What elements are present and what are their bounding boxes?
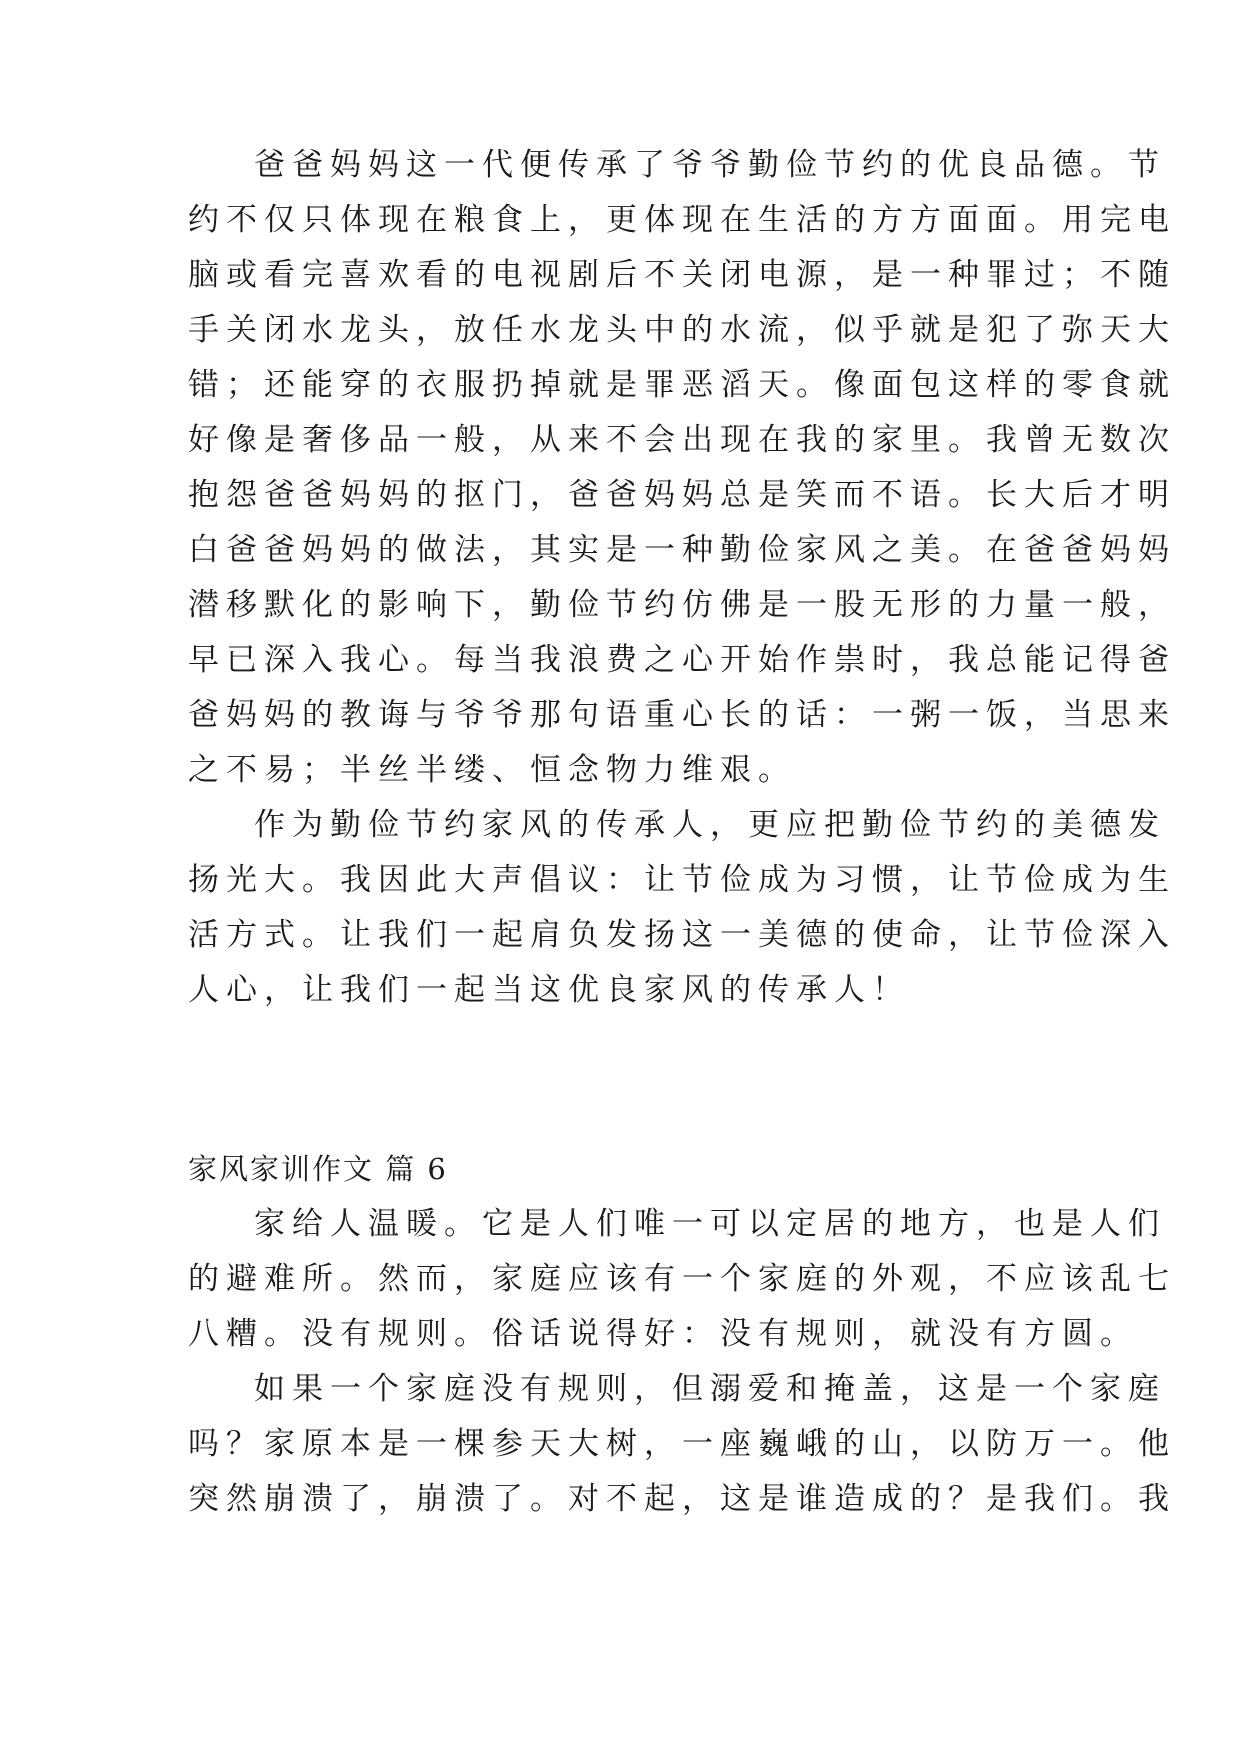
text-line: 八糟。没有规则。俗话说得好：没有规则，就没有方圆。 xyxy=(188,1316,1138,1352)
text-line: 爸妈妈的教诲与爷爷那句语重心长的话：一粥一饭，当思来 xyxy=(188,697,1176,733)
text-line: 之不易；半丝半缕、恒念物力维艰。 xyxy=(188,752,796,788)
text-line: 如果一个家庭没有规则，但溺爱和掩盖，这是一个家庭 xyxy=(254,1371,1166,1407)
text-line: 早已深入我心。每当我浪费之心开始作祟时，我总能记得爸 xyxy=(188,642,1176,678)
text-line: 爸爸妈妈这一代便传承了爷爷勤俭节约的优良品德。节 xyxy=(254,147,1166,183)
text-line: 错；还能穿的衣服扔掉就是罪恶滔天。像面包这样的零食就 xyxy=(188,367,1176,403)
text-line: 抱怨爸爸妈妈的抠门，爸爸妈妈总是笑而不语。长大后才明 xyxy=(188,477,1176,513)
text-line: 突然崩溃了，崩溃了。对不起，这是谁造成的？是我们。我 xyxy=(188,1481,1176,1517)
text-line: 吗？家原本是一棵参天大树，一座巍峨的山，以防万一。他 xyxy=(188,1426,1176,1462)
text-line: 脑或看完喜欢看的电视剧后不关闭电源，是一种罪过；不随 xyxy=(188,257,1176,293)
text-line: 好像是奢侈品一般，从来不会出现在我的家里。我曾无数次 xyxy=(188,422,1176,458)
text-line: 手关闭水龙头，放任水龙头中的水流，似乎就是犯了弥天大 xyxy=(188,312,1176,348)
text-line: 活方式。让我们一起肩负发扬这一美德的使命，让节俭深入 xyxy=(188,917,1176,953)
text-line: 白爸爸妈妈的做法，其实是一种勤俭家风之美。在爸爸妈妈 xyxy=(188,532,1176,568)
text-line: 约不仅只体现在粮食上，更体现在生活的方方面面。用完电 xyxy=(188,202,1176,238)
text-line: 扬光大。我因此大声倡议：让节俭成为习惯，让节俭成为生 xyxy=(188,862,1176,898)
text-line: 家给人温暖。它是人们唯一可以定居的地方，也是人们 xyxy=(254,1206,1166,1242)
text-line: 的避难所。然而，家庭应该有一个家庭的外观，不应该乱七 xyxy=(188,1261,1176,1297)
text-line: 潜移默化的影响下，勤俭节约仿佛是一股无形的力量一般， xyxy=(188,587,1176,623)
text-line: 人心，让我们一起当这优良家风的传承人！ xyxy=(188,972,910,1008)
text-line: 作为勤俭节约家风的传承人，更应把勤俭节约的美德发 xyxy=(254,807,1166,843)
section-heading: 家风家训作文 篇 6 xyxy=(188,1152,448,1186)
